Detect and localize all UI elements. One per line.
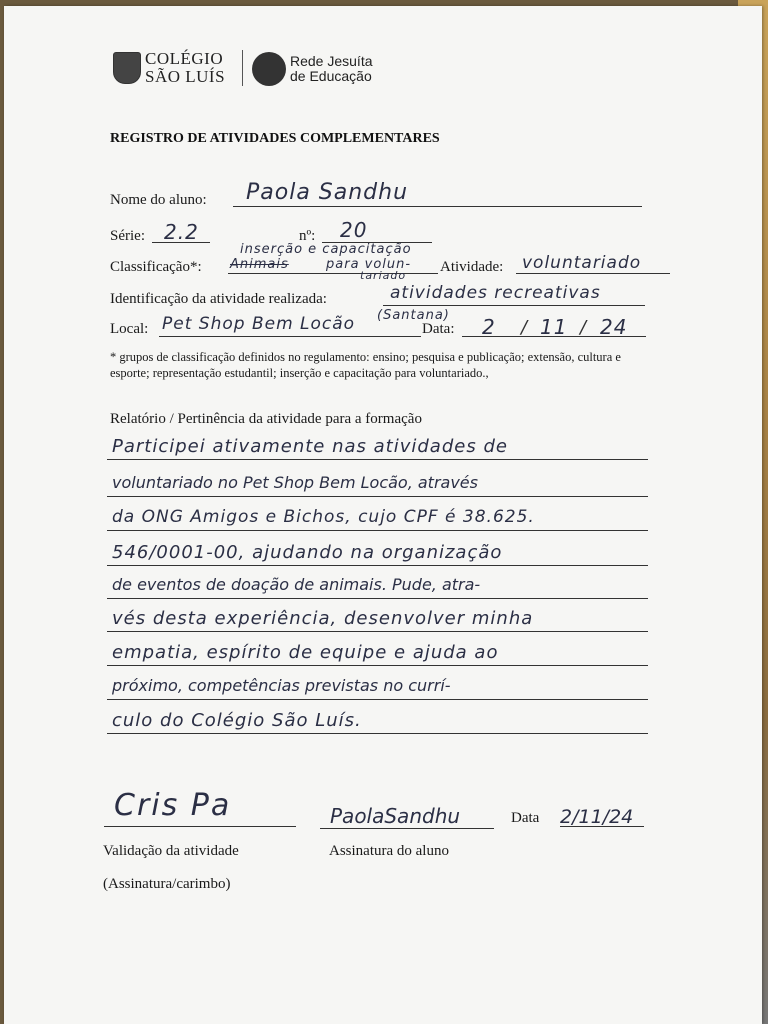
date-label: Data: (422, 321, 455, 337)
location-extra: (Santana) (377, 308, 450, 323)
classification-label: Classificação*: (110, 259, 202, 275)
report-line (107, 665, 648, 666)
report-label: Relatório / Pertinência da atividade para a formação (110, 411, 422, 427)
report-text-line: Participei ativamente nas atividades de (112, 436, 508, 457)
report-text-line: empatia, espírito de equipe e ajuda ao (112, 642, 499, 663)
location-label: Local: (110, 321, 149, 337)
location-line (159, 336, 421, 337)
classification-value-main: para volun- (326, 257, 412, 272)
report-text-line: culo do Colégio São Luís. (112, 710, 362, 731)
identification-value: atividades recreativas (390, 283, 601, 303)
student-signature-label: Assinatura do aluno (329, 843, 449, 859)
validation-signature-line (104, 826, 296, 827)
logo-divider (242, 50, 243, 86)
name-label: Nome do aluno: (110, 192, 207, 208)
classification-line (228, 273, 438, 274)
form-title: REGISTRO DE ATIVIDADES COMPLEMENTARES (110, 131, 440, 146)
report-text-line: da ONG Amigos e Bichos, cujo CPF é 38.625. (112, 507, 535, 527)
report-line (107, 496, 648, 497)
validation-signature: Cris Pa (114, 788, 232, 823)
validation-label: Validação da atividade (103, 843, 239, 859)
report-line (107, 459, 648, 460)
student-signature-line (320, 828, 494, 829)
school-name-line1: COLÉGIO (145, 49, 224, 68)
signature-date-label: Data (511, 810, 540, 826)
student-signature: PaolaSandhu (330, 804, 461, 828)
number-label: nº: (299, 228, 316, 244)
number-value: 20 (340, 218, 368, 242)
name-line (233, 206, 642, 207)
activity-label: Atividade: (440, 259, 504, 275)
report-text-line: de eventos de doação de animais. Pude, atra- (112, 575, 481, 594)
report-line (107, 699, 648, 700)
report-text-line: próximo, competências previstas no currí- (112, 676, 451, 695)
location-value: Pet Shop Bem Locão (162, 314, 356, 334)
date-year: 24 (600, 315, 628, 339)
identification-line (383, 305, 645, 306)
report-line (107, 733, 648, 734)
date-day: 2 (482, 315, 496, 339)
date-sep2: / (580, 317, 588, 338)
classification-note: * grupos de classificação definidos no regulamento: ensino; pesquisa e publicação; extensão, cultura e esporte; representação estudantil; inserção e capacitação para voluntariado., (110, 350, 621, 380)
jesuit-seal-icon (252, 52, 286, 86)
report-text-line: vés desta experiência, desenvolver minha (112, 608, 534, 629)
report-line (107, 565, 648, 566)
name-value: Paola Sandhu (246, 180, 409, 205)
classification-value-below: tariado (360, 269, 407, 282)
series-label: Série: (110, 228, 145, 244)
signature-date-value: 2/11/24 (560, 806, 634, 828)
school-name-line2: SÃO LUÍS (145, 67, 226, 86)
school-crest-icon (113, 52, 141, 84)
activity-value: voluntariado (522, 253, 642, 273)
report-line (107, 631, 648, 632)
classification-value-above: inserção e capacitação (240, 242, 412, 257)
series-value: 2.2 (164, 220, 199, 244)
report-text-line: 546/0001-00, ajudando na organização (112, 542, 503, 563)
network-line1: Rede Jesuíta (290, 53, 373, 69)
form-sheet (4, 6, 762, 1024)
date-sep1: / (521, 317, 529, 338)
report-line (107, 598, 648, 599)
validation-sub-label: (Assinatura/carimbo) (103, 876, 231, 892)
report-line (107, 530, 648, 531)
report-text-line: voluntariado no Pet Shop Bem Locão, através (112, 473, 478, 492)
activity-line (516, 273, 670, 274)
identification-label: Identificação da atividade realizada: (110, 291, 327, 307)
date-month: 11 (540, 315, 568, 339)
classification-value-struck: Animais (230, 257, 289, 272)
network-line2: de Educação (290, 68, 372, 84)
